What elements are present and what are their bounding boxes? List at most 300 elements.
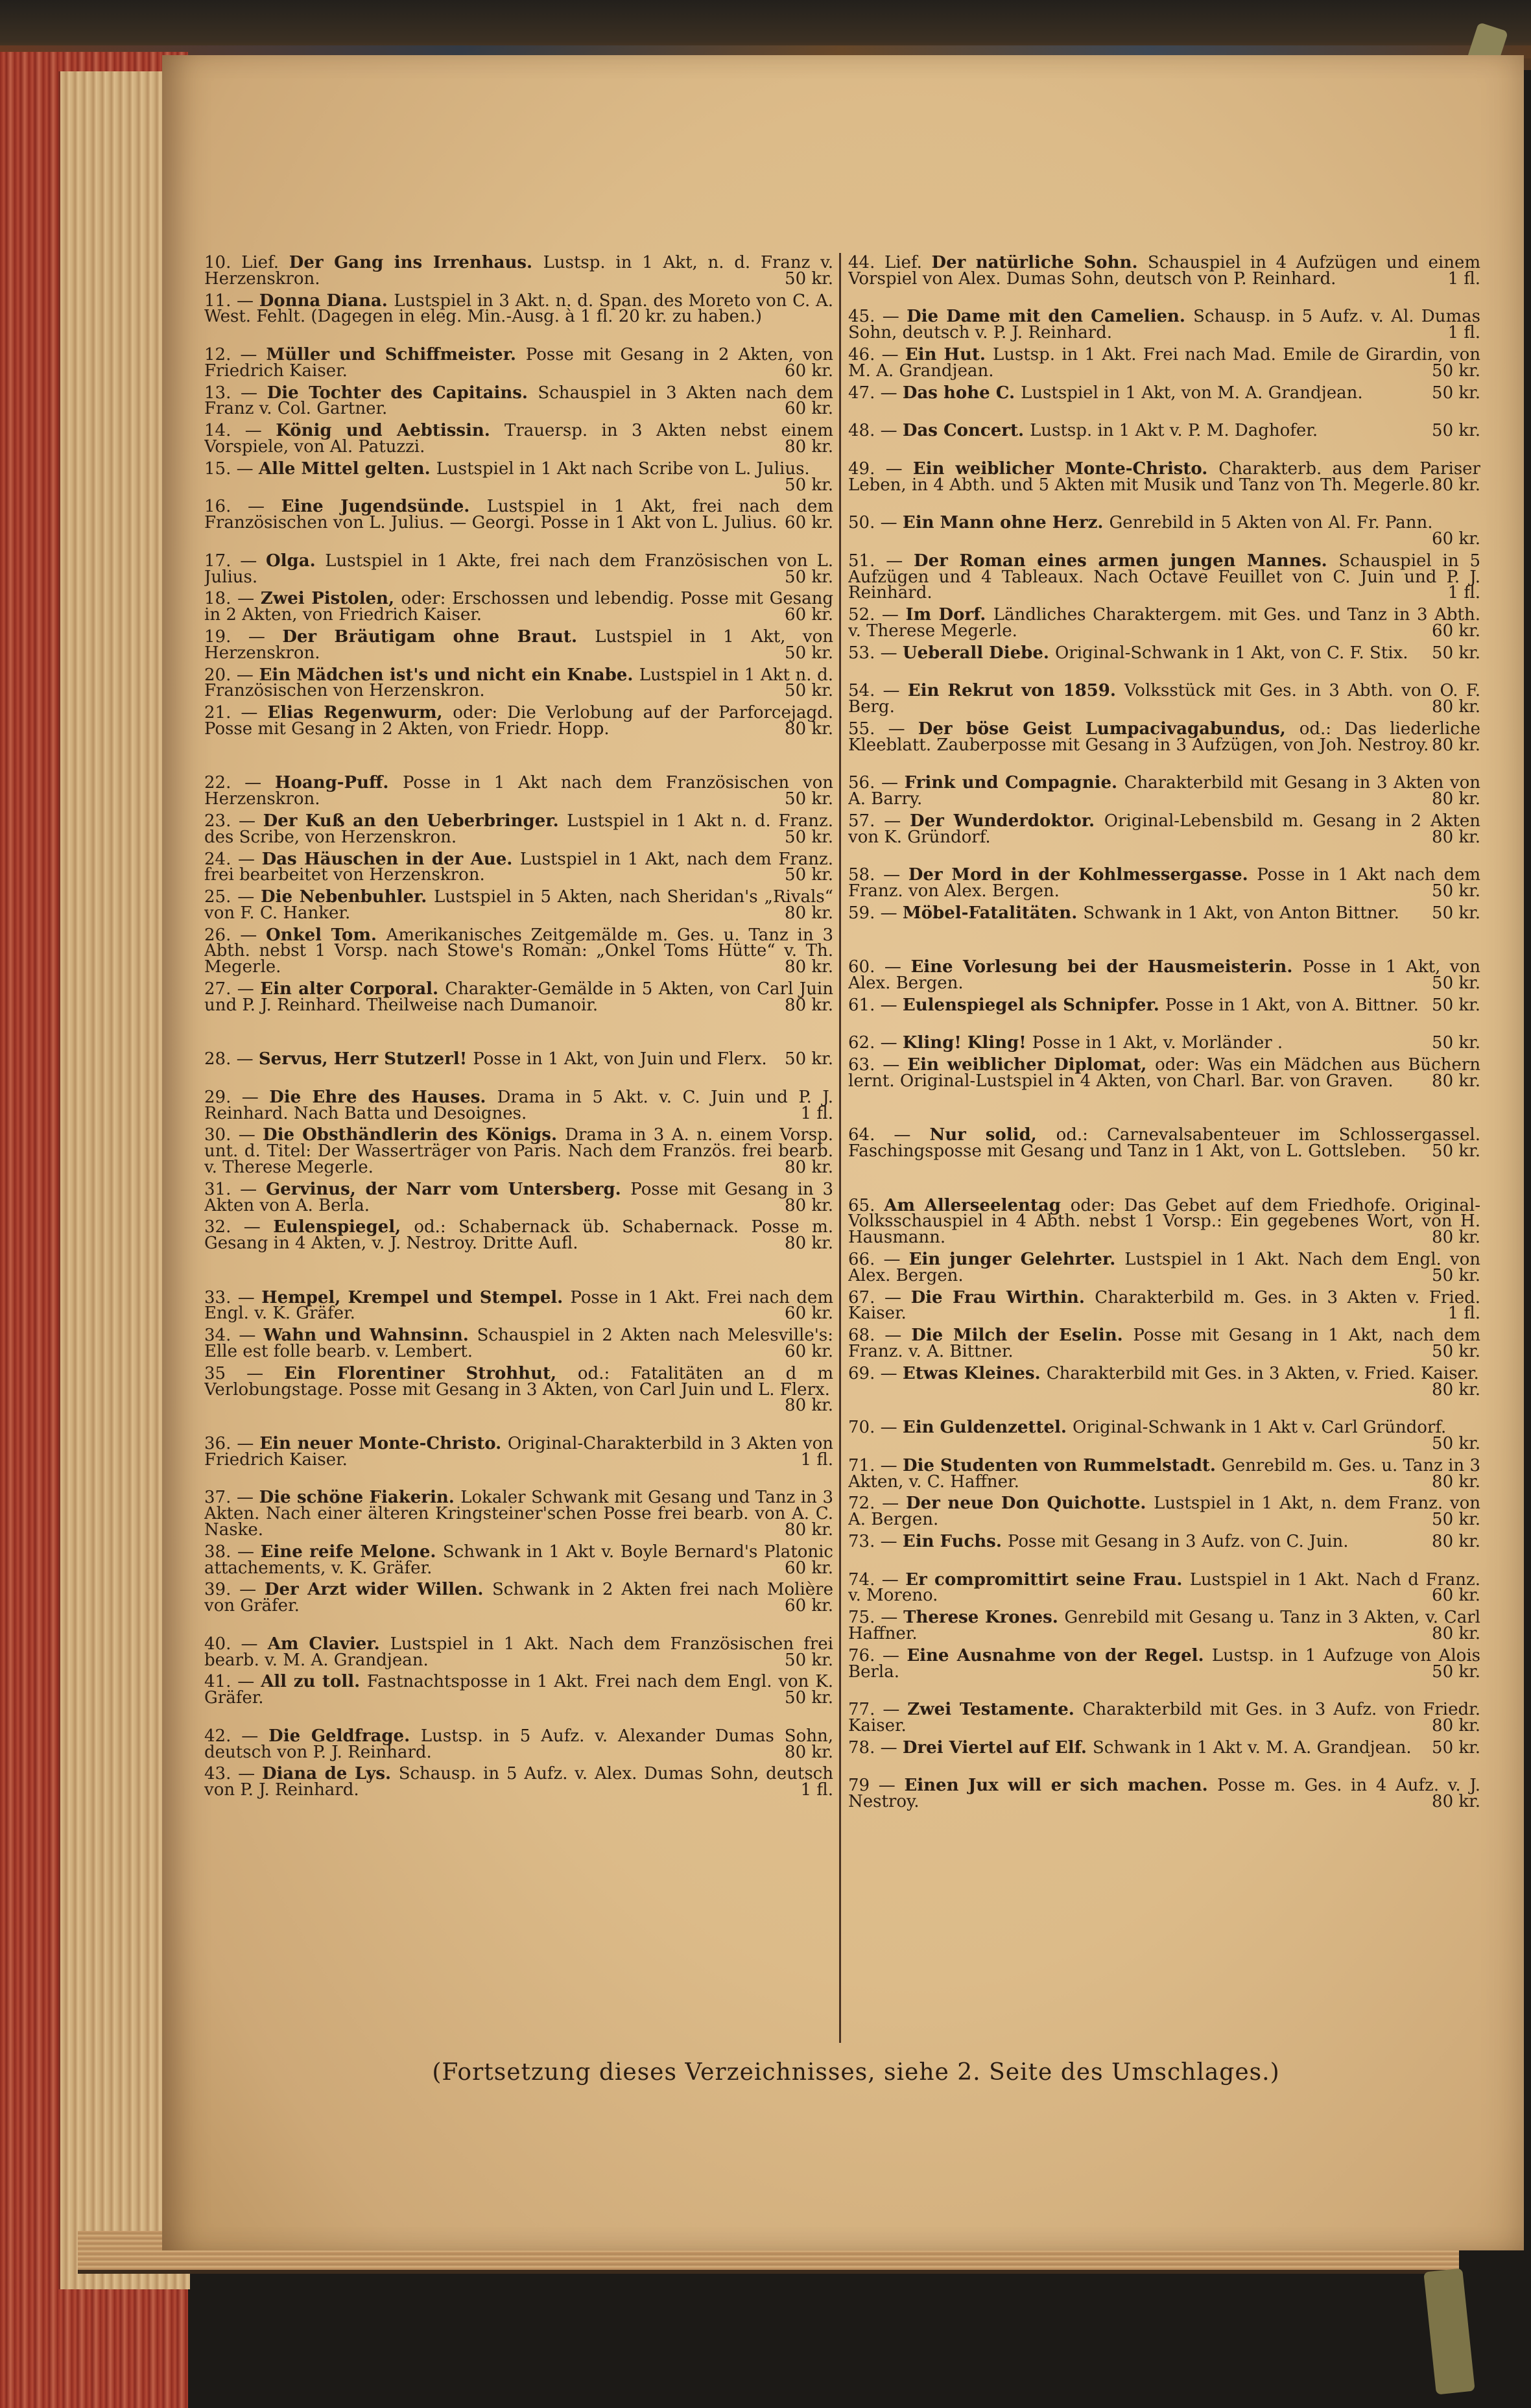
entry-price: 50 kr.	[785, 865, 833, 885]
catalog-entry	[204, 626, 833, 667]
catalog-entry	[848, 1531, 1480, 1572]
entry-title: Eine Jugendsünde.	[281, 497, 487, 517]
entry-title: Müller und Schiffmeister.	[266, 344, 526, 364]
catalog-entry	[204, 591, 833, 629]
entry-title: Zwei Pistolen,	[260, 589, 401, 609]
entry-description: Original-Schwank in 1 Akt, von C. F. Stix.	[1054, 643, 1408, 663]
entry-title: Ein junger Gelehrter.	[908, 1250, 1125, 1270]
entry-title: Die Studenten von Rummelstadt.	[902, 1455, 1222, 1475]
column-divider	[839, 253, 841, 2043]
catalog-entry	[204, 423, 833, 461]
catalog-entry	[848, 1569, 1480, 1610]
catalog-entry	[848, 1645, 1480, 1702]
entry-price: 1 fl.	[1447, 268, 1480, 289]
entry-title: Ein weiblicher Monte-Christo.	[912, 459, 1219, 479]
catalog-entry	[848, 1610, 1480, 1648]
catalog-entry	[848, 309, 1480, 347]
entry-description: Drama in 3 A. n. einem Vorsp. unt. d. Titel: Der Wasserträger von Paris. Nach dem Französ. frei bearb. v. Therese Megerle.	[204, 1125, 833, 1178]
entry-description: Posse in 1 Akt, von A. Bittner.	[1165, 995, 1419, 1015]
entry-number: 49. —	[848, 459, 913, 479]
catalog-entry	[848, 423, 1480, 461]
entry-number: 41. —	[204, 1672, 261, 1692]
entry-title: Einen Jux will er sich machen.	[904, 1776, 1218, 1796]
entry-title: Wahn und Wahnsinn.	[263, 1326, 477, 1346]
entry-number: 15. —	[204, 459, 259, 479]
entry-title: Diana de Lys.	[261, 1764, 399, 1784]
entry-price: 80 kr.	[785, 1396, 833, 1416]
bookmark-ribbon-bottom	[1423, 2268, 1475, 2394]
entry-price: 1 fl.	[800, 1449, 833, 1470]
catalog-entry	[204, 1287, 833, 1328]
entry-description: Lustspiel in 1 Akt. Nach dem Französischen frei bearb. v. M. A. Grandjean.	[204, 1634, 833, 1670]
entry-price: 60 kr.	[785, 1558, 833, 1578]
catalog-entry	[204, 344, 833, 385]
entry-description: Posse in 1 Akt, von Alex. Bergen.	[848, 957, 1480, 994]
entry-price: 80 kr.	[785, 719, 833, 739]
entry-price: 80 kr.	[785, 1234, 833, 1254]
entry-description: Lustspiel in 1 Akt, von M. A. Grandjean.	[1021, 383, 1363, 403]
catalog-entry	[204, 1490, 833, 1544]
entry-price: 50 kr.	[785, 643, 833, 663]
catalog-column-right	[848, 255, 1480, 2038]
entry-price: 80 kr.	[1432, 1228, 1480, 1248]
entry-title: Die Ehre des Hauses.	[269, 1087, 497, 1107]
entry-price: 1 fl.	[800, 1103, 833, 1123]
entry-title: All zu toll.	[261, 1672, 367, 1692]
entry-description: oder: Das Gebet auf dem Friedhofe. Original-Volksschauspiel in 4 Abth. nebst 1 Vorsp.: Ein gegebenes Wort, von H. Hausmann.	[848, 1195, 1480, 1248]
catalog-entry	[204, 461, 833, 499]
catalog-entry	[848, 607, 1480, 645]
entry-description: Lustspiel in 1 Akt, nach dem Franz. frei bearbeitet von Herzenskron.	[204, 849, 833, 885]
entry-price: 80 kr.	[1432, 1792, 1480, 1812]
catalog-entry	[848, 813, 1480, 867]
catalog-entry	[204, 927, 833, 981]
entry-title: Eulenspiegel als Schnipfer.	[902, 995, 1165, 1015]
entry-number: 21. —	[204, 703, 268, 723]
entry-price: 80 kr.	[785, 995, 833, 1015]
entry-price: 50 kr.	[1432, 903, 1480, 923]
entry-title: König und Aebtissin.	[276, 421, 505, 441]
entry-description: Schauspiel in 4 Aufzügen und einem Vorspiel von Alex. Dumas Sohn, deutsch von P. Reinhard.	[848, 255, 1480, 289]
entry-description: oder: Was ein Mädchen aus Büchern lernt. Original-Lustspiel in 4 Akten, von Charl. Bar. von Graven.	[848, 1055, 1480, 1091]
entry-number: 13. —	[204, 383, 267, 403]
entry-price: 50 kr.	[1432, 1434, 1480, 1453]
entry-title: Der neue Don Quichotte.	[906, 1494, 1154, 1514]
entry-title: Im Dorf.	[905, 605, 993, 625]
entry-description: Genrebild mit Gesang u. Tanz in 3 Akten, v. Carl Haffner.	[848, 1608, 1480, 1643]
entry-title: Das Concert.	[902, 421, 1030, 441]
catalog-entry	[204, 1179, 833, 1220]
entry-price: 80 kr.	[1432, 1472, 1480, 1492]
entry-description: oder: Erschossen und lebendig. Posse mit Gesang in 2 Akten, von Friedrich Kaiser.	[204, 589, 833, 625]
entry-description: Lustsp. in 5 Aufz. v. Alexander Dumas Sohn, deutsch von P. J. Reinhard.	[204, 1726, 833, 1762]
entry-price: 50 kr.	[1432, 1033, 1480, 1053]
entry-number: 47. —	[848, 383, 903, 403]
catalog-entry	[204, 813, 833, 852]
catalog-entry	[204, 1436, 833, 1490]
entry-title: Ein Florentiner Strohhut,	[284, 1363, 578, 1383]
entry-title: Die Tochter des Capitains.	[267, 383, 538, 403]
entry-number: 39. —	[204, 1580, 265, 1600]
entry-number: 59. —	[848, 903, 903, 923]
entry-number: 38. —	[204, 1542, 261, 1562]
entry-title: Ein Hut.	[905, 344, 993, 364]
entry-description: Posse mit Gesang in 2 Akten, von Friedrich Kaiser.	[204, 344, 833, 381]
entry-price: 50 kr.	[785, 827, 833, 847]
entry-description: Posse mit Gesang in 3 Akten von A. Berla.	[204, 1179, 833, 1215]
catalog-entry	[204, 1087, 833, 1128]
entry-description: Posse in 1 Akt nach dem Franz. von Alex. Bergen.	[848, 865, 1480, 901]
entry-title: Die Nebenbuhler.	[261, 887, 434, 907]
entry-number: 50. —	[848, 513, 903, 533]
entry-number: 61. —	[848, 995, 903, 1015]
entry-number: 75. —	[848, 1608, 904, 1628]
entry-description: Trauersp. in 3 Akten nebst einem Vorspiele, von Al. Patuzzi.	[204, 421, 833, 457]
entry-number: 24. —	[204, 849, 262, 869]
entry-number: 57. —	[848, 811, 910, 831]
entry-title: Servus, Herr Stutzerl!	[258, 1049, 473, 1069]
entry-price: 80 kr.	[1432, 789, 1480, 809]
entry-title: Möbel-Fatalitäten.	[902, 903, 1084, 923]
entry-price: 50 kr.	[785, 268, 833, 289]
entry-number: 30. —	[204, 1125, 263, 1145]
entry-number: 52. —	[848, 605, 906, 625]
entry-price: 80 kr.	[1432, 1623, 1480, 1643]
catalog-entry	[204, 293, 833, 347]
entry-description: Drama in 5 Akt. v. C. Juin und P. J. Reinhard. Nach Batta und Desoignes.	[204, 1087, 833, 1123]
entry-description: Volksstück mit Ges. in 3 Abth. von O. F. Berg.	[848, 681, 1480, 717]
entry-number: 17. —	[204, 551, 267, 571]
entry-description: Lustspiel in 1 Akt. Nach d Franz. v. Moreno.	[848, 1569, 1480, 1606]
entry-title: Etwas Kleines.	[902, 1363, 1047, 1383]
catalog-entry	[848, 461, 1480, 515]
entry-description: Charakterbild mit Ges. in 3 Akten, v. Fried. Kaiser.	[1046, 1363, 1479, 1383]
entry-description: od.: Schabernack üb. Schabernack. Posse m. Gesang in 4 Akten, v. J. Nestroy. Dritte Aufl.	[204, 1217, 833, 1254]
entry-number: 51. —	[848, 551, 914, 571]
entry-description: Schauspiel in 2 Akten nach Melesville's: Elle est folle bearb. v. Lembert.	[204, 1326, 833, 1362]
entry-price: 60 kr.	[1432, 529, 1480, 549]
entry-number: 72. —	[848, 1494, 907, 1514]
entry-price: 50 kr.	[1432, 995, 1480, 1015]
entry-price: 80 kr.	[1432, 1531, 1480, 1551]
catalog-entry	[848, 959, 1480, 997]
entry-title: Der Arzt wider Willen.	[264, 1580, 492, 1600]
entry-title: Ein neuer Monte-Christo.	[259, 1434, 508, 1453]
entry-description: Original-Lebensbild m. Gesang in 2 Akten von K. Gründorf.	[848, 811, 1480, 847]
entry-title: Die Obsthändlerin des Königs.	[263, 1125, 565, 1145]
entry-number: 73. —	[848, 1531, 903, 1551]
entry-title: Onkel Tom.	[266, 925, 386, 945]
catalog-entry	[848, 515, 1480, 553]
entry-price: 50 kr.	[1432, 643, 1480, 663]
catalog-entry	[848, 255, 1480, 309]
entry-price: 50 kr.	[1432, 881, 1480, 901]
entry-description: Lustspiel in 1 Akt, n. dem Franz. von A. Bergen.	[848, 1494, 1480, 1530]
catalog-entry	[204, 1127, 833, 1181]
entry-description: Genrebild in 5 Akten von Al. Fr. Pann.	[1109, 513, 1433, 533]
entry-title: Eine Vorlesung bei der Hausmeisterin.	[910, 957, 1303, 977]
entry-description: Posse in 1 Akt, v. Morländer .	[1032, 1033, 1283, 1053]
entry-title: Ein Guldenzettel.	[902, 1418, 1073, 1438]
entry-price: 80 kr.	[1432, 1071, 1480, 1091]
entry-description: Genrebild m. Ges. u. Tanz in 3 Akten, v. C. Haffner.	[848, 1455, 1480, 1492]
entry-number: 48. —	[848, 421, 903, 441]
entry-description: Posse in 1 Akt, von Juin und Flerx.	[473, 1049, 767, 1069]
entry-price: 50 kr.	[785, 475, 833, 495]
catalog-entry	[848, 1455, 1480, 1496]
entry-price: 50 kr.	[1432, 361, 1480, 381]
entry-price: 60 kr.	[1432, 621, 1480, 641]
entry-title: Am Clavier.	[267, 1634, 390, 1654]
entry-number: 71. —	[848, 1455, 903, 1475]
entry-price: 80 kr.	[785, 1742, 833, 1762]
entry-description: Posse in 1 Akt. Frei nach dem Engl. v. K. Gräfer.	[204, 1287, 833, 1324]
entry-title: Ein Fuchs.	[902, 1531, 1008, 1551]
catalog-entry	[204, 889, 833, 927]
catalog-entry	[848, 1127, 1480, 1197]
entry-price: 50 kr.	[1432, 1662, 1480, 1682]
catalog-entry	[848, 1057, 1480, 1127]
entry-title: Therese Krones.	[903, 1608, 1065, 1628]
catalog-entry	[848, 1778, 1480, 1816]
entry-title: Eine reife Melone.	[260, 1542, 443, 1562]
entry-description: Lustspiel in 1 Akt n. d. Französischen von Herzenskron.	[204, 665, 833, 701]
entry-title: Eulenspiegel,	[273, 1217, 414, 1237]
entry-description: Lustspiel in 5 Akten, nach Sheridan's „Rivals“ von F. C. Hanker.	[204, 887, 833, 923]
entry-price: 60 kr.	[785, 1342, 833, 1362]
entry-price: 60 kr.	[1432, 1586, 1480, 1606]
entry-number: 77. —	[848, 1700, 908, 1720]
entry-price: 50 kr.	[1432, 973, 1480, 994]
entry-title: Die Milch der Eselin.	[911, 1326, 1133, 1346]
entry-title: Ein Mann ohne Herz.	[902, 513, 1110, 533]
entry-number: 36. —	[204, 1434, 260, 1453]
catalog-entry	[204, 1636, 833, 1675]
entry-title: Der Gang ins Irrenhaus.	[289, 255, 543, 272]
entry-number: 70. —	[848, 1418, 903, 1438]
entry-description: oder: Die Verlobung auf der Parforcejagd. Posse mit Gesang in 2 Akten, von Friedr. Hopp.	[204, 703, 833, 739]
entry-price: 80 kr.	[1432, 475, 1480, 495]
entry-description: Lustsp. in 1 Akt, n. d. Franz v. Herzenskron.	[204, 255, 833, 289]
catalog-entry	[848, 1363, 1480, 1420]
entry-description: Schwank in 1 Akt, von Anton Bittner.	[1083, 903, 1399, 923]
entry-price: 60 kr.	[785, 1596, 833, 1616]
entry-description: Posse mit Gesang in 1 Akt, nach dem Franz. v. A. Bittner.	[848, 1326, 1480, 1362]
entry-description: Charakterb. aus dem Pariser Leben, in 4 Abth. und 5 Akten mit Musik und Tanz von Th. Megerle.	[848, 459, 1480, 495]
entry-title: Hempel, Krempel und Stempel.	[261, 1287, 571, 1307]
entry-number: 60. —	[848, 957, 911, 977]
catalog-entry	[204, 1219, 833, 1289]
catalog-entry	[848, 721, 1480, 775]
entry-title: Die Frau Wirthin.	[910, 1287, 1095, 1307]
catalog-entry	[204, 1674, 833, 1728]
entry-description: Schausp. in 5 Aufz. v. Alex. Dumas Sohn, deutsch von P. J. Reinhard.	[204, 1764, 833, 1800]
entry-title: Elias Regenwurm,	[267, 703, 453, 723]
entry-number: 40. —	[204, 1634, 268, 1654]
entry-description: Charakterbild mit Gesang in 3 Akten von A. Barry.	[848, 773, 1480, 809]
catalog-entry	[848, 867, 1480, 905]
entry-number: 33. —	[204, 1287, 262, 1307]
entry-description: od.: Fatalitäten an d m Verlobungstage. Posse mit Gesang in 3 Akten, von Carl Juin und L. Flerx.	[204, 1363, 833, 1400]
entry-title: Olga.	[266, 551, 326, 571]
entry-description: Posse in 1 Akt nach dem Französischen von Herzenskron.	[204, 773, 833, 809]
entry-title: Ein Rekrut von 1859.	[907, 681, 1124, 701]
entry-price: 80 kr.	[1432, 697, 1480, 717]
entry-price: 80 kr.	[785, 436, 833, 457]
entry-price: 50 kr.	[785, 1688, 833, 1708]
entry-number: 23. —	[204, 811, 263, 831]
catalog-entry	[848, 1496, 1480, 1534]
entry-price: 50 kr.	[1432, 1510, 1480, 1530]
catalog-entry	[204, 1328, 833, 1366]
entry-number: 16. —	[204, 497, 281, 517]
entry-title: Der Wunderdoktor.	[910, 811, 1104, 831]
entry-number: 22. —	[204, 773, 275, 793]
entry-number: 18. —	[204, 589, 261, 609]
entry-title: Das Häuschen in der Aue.	[261, 849, 520, 869]
entry-number: 20. —	[204, 665, 259, 685]
entry-description: Schauspiel in 3 Akten nach dem Franz v. Col. Gartner.	[204, 383, 833, 419]
catalog-entry	[848, 1287, 1480, 1328]
entry-price: 50 kr.	[1432, 383, 1480, 403]
entry-description: Charakterbild mit Ges. in 3 Aufz. von Friedr. Kaiser.	[848, 1700, 1480, 1735]
entry-title: Kling! Kling!	[902, 1033, 1032, 1053]
entry-description: Posse mit Gesang in 3 Aufz. von C. Juin.	[1007, 1531, 1349, 1551]
entry-price: 80 kr.	[1432, 735, 1480, 755]
entry-number: 58. —	[848, 865, 908, 885]
entry-number: 34. —	[204, 1326, 264, 1346]
entry-number: 25. —	[204, 887, 261, 907]
entry-description: Schwank in 1 Akt v. M. A. Grandjean.	[1092, 1737, 1412, 1758]
entry-description: Original-Charakterbild in 3 Akten von Friedrich Kaiser.	[204, 1434, 833, 1470]
entry-number: 43. —	[204, 1764, 262, 1784]
entry-price: 1 fl.	[1447, 583, 1480, 603]
entry-description: Schwank in 1 Akt v. Boyle Bernard's Platonic attachements, v. K. Gräfer.	[204, 1542, 833, 1578]
entry-description: Lustsp. in 1 Akt v. P. M. Daghofer.	[1030, 421, 1318, 441]
entry-price: 80 kr.	[1432, 827, 1480, 847]
entry-title: Ein weiblicher Diplomat,	[907, 1055, 1156, 1075]
entry-description: od.: Carnevalsabenteuer im Schlossergassel. Faschingsposse mit Gesang und Tanz in 1 Akt, von L. Gottsleben.	[848, 1125, 1480, 1162]
entry-title: Donna Diana.	[259, 291, 394, 311]
entry-number: 19. —	[204, 626, 283, 647]
catalog-entry	[204, 981, 833, 1051]
entry-price: 50 kr.	[1432, 1141, 1480, 1162]
entry-title: Nur solid,	[929, 1125, 1056, 1145]
entry-number: 74. —	[848, 1569, 906, 1590]
entry-title: Frink und Compagnie.	[904, 773, 1124, 793]
entry-number: 26. —	[204, 925, 267, 945]
catalog-entry	[204, 1363, 833, 1436]
entry-price: 60 kr.	[785, 361, 833, 381]
catalog-entry	[204, 385, 833, 423]
catalog-entry	[848, 1420, 1480, 1458]
entry-number: 55. —	[848, 719, 918, 739]
continuation-note: (Fortsetzung dieses Verzeichnisses, siehe 2. Seite des Umschlages.)	[432, 2059, 1280, 2086]
entry-number: 66. —	[848, 1250, 909, 1270]
entry-price: 80 kr.	[1432, 1715, 1480, 1735]
entry-title: Der Kuß an den Ueberbringer.	[263, 811, 567, 831]
entry-number: 67. —	[848, 1287, 911, 1307]
entry-description: Ländliches Charaktergem. mit Ges. und Tanz in 3 Abth. v. Therese Megerle.	[848, 605, 1480, 641]
entry-description: Lustspiel in 1 Akte, frei nach dem Französischen von L. Julius.	[204, 551, 833, 587]
catalog-entry	[848, 1702, 1480, 1740]
entry-title: Die Dame mit den Camelien.	[907, 307, 1194, 327]
entry-description: Schauspiel in 5 Aufzügen und 4 Tableaux. Nach Octave Feuillet von C. Juin und P. J. Reinhard.	[848, 551, 1480, 603]
entry-description: Lustsp. in 1 Aufzuge von Alois Berla.	[848, 1645, 1480, 1682]
catalog-entry	[204, 1544, 833, 1582]
catalog-entry	[848, 385, 1480, 423]
entry-description: Schausp. in 5 Aufz. v. Al. Dumas Sohn, deutsch v. P. J. Reinhard.	[848, 307, 1480, 343]
entry-number: 27. —	[204, 979, 261, 999]
entry-description: Fastnachtsposse in 1 Akt. Frei nach dem Engl. von K. Gräfer.	[204, 1672, 833, 1708]
catalog-entry	[848, 553, 1480, 607]
catalog-column-left	[204, 255, 833, 2038]
entry-number: 32. —	[204, 1217, 274, 1237]
entry-price: 50 kr.	[1432, 1342, 1480, 1362]
entry-number: 12. —	[204, 344, 267, 364]
entry-title: Zwei Testamente.	[907, 1700, 1083, 1720]
catalog-entry	[848, 1252, 1480, 1290]
catalog-entry	[204, 1728, 833, 1767]
catalog-entry	[204, 1051, 833, 1090]
entry-description: Charakter-Gemälde in 5 Akten, von Carl Juin und P. J. Reinhard. Theilweise nach Dumanoir.	[204, 979, 833, 1015]
entry-number: 44. Lief.	[848, 255, 932, 272]
entry-title: Der böse Geist Lumpacivagabundus,	[918, 719, 1300, 739]
entry-title: Gervinus, der Narr vom Untersberg.	[265, 1179, 631, 1199]
entry-number: 35 —	[204, 1363, 285, 1383]
entry-number: 64. —	[848, 1125, 930, 1145]
catalog-entry	[848, 344, 1480, 385]
entry-title: Hoang-Puff.	[274, 773, 403, 793]
entry-title: Das hohe C.	[902, 383, 1021, 403]
entry-number: 54. —	[848, 681, 908, 701]
entry-description: Lustspiel in 1 Akt nach Scribe von L. Julius.	[436, 459, 810, 479]
catalog-entry	[848, 1328, 1480, 1366]
entry-number: 79 —	[848, 1776, 905, 1796]
catalog-entry	[848, 645, 1480, 684]
entry-price: 50 kr.	[1432, 421, 1480, 441]
catalog-entry	[204, 1766, 833, 1804]
entry-number: 37. —	[204, 1488, 259, 1508]
entry-number: 14. —	[204, 421, 276, 441]
entry-title: Der natürliche Sohn.	[931, 255, 1148, 272]
entry-number: 78. —	[848, 1737, 903, 1758]
entry-price: 50 kr.	[1432, 1737, 1480, 1758]
entry-number: 56. —	[848, 773, 905, 793]
entry-number: 53. —	[848, 643, 903, 663]
entry-title: Die Geldfrage.	[268, 1726, 421, 1746]
entry-price: 80 kr.	[1432, 1379, 1480, 1400]
entry-description: od.: Das liederliche Kleeblatt. Zauberposse mit Gesang in 3 Aufzügen, von Joh. Nestroy.	[848, 719, 1480, 755]
entry-title: Ein Mädchen ist's und nicht ein Knabe.	[259, 665, 639, 685]
entry-number: 46. —	[848, 344, 905, 364]
catalog-entry	[848, 1737, 1480, 1778]
entry-title: Ueberall Diebe.	[902, 643, 1055, 663]
entry-price: 60 kr.	[785, 605, 833, 625]
entry-price: 80 kr.	[785, 903, 833, 923]
catalog-entry	[848, 1195, 1480, 1252]
entry-price: 80 kr.	[785, 1520, 833, 1540]
catalog-entry	[848, 775, 1480, 813]
entry-number: 29. —	[204, 1087, 270, 1107]
catalog-entry	[204, 1582, 833, 1636]
entry-price: 60 kr.	[785, 1304, 833, 1324]
catalog-entry	[204, 255, 833, 293]
entry-price: 50 kr.	[785, 789, 833, 809]
entry-description: Posse m. Ges. in 4 Aufz. v. J. Nestroy.	[848, 1776, 1480, 1812]
entry-description: Lustspiel in 1 Akt, frei nach dem Französischen von L. Julius. — Georgi. Posse in 1 Akt von L. Julius.	[204, 497, 833, 533]
entry-number: 31. —	[204, 1179, 266, 1199]
